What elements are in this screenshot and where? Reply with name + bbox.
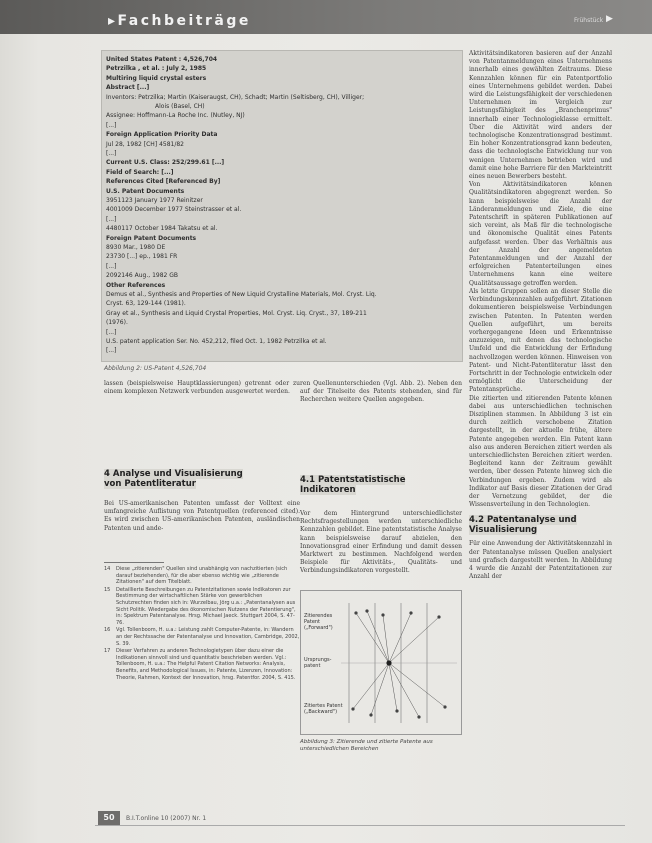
footnote-text: Diese „zitierenden" Quellen sind unabhängig von nachzitierten (sich darauf beziehenden), für die aber ebenso wichtig wie „zitierende Zitationen" auf dem Titelblatt. <box>116 566 288 586</box>
col1-heading-line2: von Patentliteratur <box>104 479 196 489</box>
patent-caption: Abbildung 2: US-Patent 4,526,704 <box>104 365 207 372</box>
col2-heading <box>300 475 405 495</box>
patent-line: 2092146 Aug., 1982 GB <box>106 272 179 280</box>
figure-label-backward: Zitiertes Patent („Backward") <box>304 703 343 715</box>
col1-heading-line1: 4 Analyse und Visualisierung <box>104 469 243 479</box>
footnote-number: 17 <box>104 648 111 655</box>
col3-paragraph-2: Von Aktivitätsindikatoren können Qualitätsindikatoren abgegrenzt werden. So kann beispielsweise die Anzahl der Länderanmeldungen und Ziele, die eine Patentschrift in späteren Publikationen auf sich vereint, als Maß für die technologische und ökonomische Qualität eines Patents aufgefasst werden. Über das Verhältnis aus der Anzahl der angemeldeten Patentanmeldungen und der Anzahl der erfolgreichen Patenterteilungen eines Unternehmens kann eine weitere Qualitätsaussage getroffen werden. <box>469 181 612 287</box>
col2-intro: ren Quellenunterschieden (Vgl. Abb. 2). Neben den auf der Titelseite des Patents stehenden, sind für Recherchen weitere Quellen angegeben. <box>300 380 462 404</box>
header-tag: Frühstück <box>574 17 604 24</box>
patent-line: 3951123 January 1977 Reinitzer <box>106 197 203 204</box>
patent-line: Petrzilka , et al. : July 2, 1985 <box>106 65 207 73</box>
patent-line: 4480117 October 1984 Takatsu et al. <box>106 225 218 233</box>
patent-line: Multiring liquid crystal esters <box>106 74 207 82</box>
footnote-rule <box>104 562 164 563</box>
figure-label-forward: Zitierendes Patent („Forward") <box>304 613 333 631</box>
patent-line: Gray et al., Synthesis and Liquid Crystal Properties, Mol. Cryst. Liq. Cryst., 37, 189-211 <box>106 309 367 317</box>
col3-heading-line2: Visualisierung <box>469 525 538 536</box>
patent-line: Current U.S. Class: 252/299.61 [...] <box>106 159 225 167</box>
footnote <box>104 627 300 647</box>
patent-line: 4001009 December 1977 Steinstrasser et al. <box>106 206 242 214</box>
col3-heading-line1: 4.2 Patentanalyse und <box>469 515 577 526</box>
col2-body: Vor dem Hintergrund unterschiedlichster Rechtsfragestellungen werden unterschiedliche Kennzahlen gebildet. Eine patentstatistische Analyse kann beispielsweise darauf abzielen, den Innovationsgrad einer Erfindung und damit dessen Marktwert zu bestimmen. Nachfolgend werden Beispiele für Aktivitäts-, Qualitäts- und Verbindungsindikatoren vorgestellt. <box>300 510 462 575</box>
col3-paragraph-4: Die zitierten und zitierenden Patente können dabei aus unterschiedlichen technischen Disziplinen stammen. In Abbildung 3 ist ein durch zeitlich verschobene Zitation dargestellt, in der aktuelle frühe, ältere Patente angegeben werden. Ein Patent kann also aus anderen Bereichen zitiert werden als unterschiedlichsten Bereichen zitiert werden. Begleitend kann der Zeitraum gewählt werden, über dessen Patente hinweg sich die Verbindungen ergeben. Zudem wird als Indikator auf Basis dieser Zitationen der Grad der Vernetzung gebildet, der die Wissensverteilung in den Technologien. <box>469 394 612 509</box>
patent-line: References Cited [Referenced By] <box>106 178 221 186</box>
citation-figure <box>300 590 462 735</box>
patent-line: Foreign Patent Documents <box>106 234 197 242</box>
patent-line: U.S. patent application Ser. No. 452,212, filed Oct. 1, 1982 Petrzilka et al. <box>106 338 327 345</box>
patent-line: Other References <box>106 281 166 289</box>
patent-line: [...] <box>106 121 117 129</box>
journal-footer: B.I.T.online 10 (2007) Nr. 1 <box>126 815 207 822</box>
patent-line: Inventors: Petrzilka; Martin (Kaiseraugst, CH), Schadt; Martin (Seltisberg, CH), Villiger; <box>106 93 365 101</box>
patent-line: Field of Search: [...] <box>106 168 174 176</box>
col3-paragraph-3: Als letzte Gruppen sollen an dieser Stelle die Verbindungskennzahlen aufgeführt. Zitationen dokumentieren beispielsweise Verbindungen zwischen Patenten. In Patenten werden Quellen aufgeführt, um bereits vorhergegangene Ideen und Erkenntnisse anzuzeigen, mit denen das technologische Umfeld und die Entwicklung der Erfindung nachvollzogen werden können. Hinweisen von Patent- und Nicht-Patentliteratur lässt den Fortschritt in der Technologie entwickeln oder ermöglicht die Unterscheidung der Patentansprüche. <box>469 287 612 394</box>
footer-rule <box>95 825 625 826</box>
patent-line: 23730 [...] ep., 1981 FR <box>106 253 178 261</box>
patent-line: (1976). <box>106 319 128 327</box>
patent-line: Abstract [...] <box>106 84 150 92</box>
col1-intro: lassen (beispielsweise Hauptklassierungen) getrennt oder zu einem komplexen Netzwerk verbunden ausgewertet werden. <box>104 380 300 396</box>
patent-line: Jul 28, 1982 [CH] 4581/82 <box>106 140 184 148</box>
footnotes <box>104 566 300 682</box>
col1-heading <box>104 469 243 489</box>
footnote <box>104 587 300 627</box>
right-column <box>469 50 612 581</box>
footnote <box>104 566 300 586</box>
footnote-number: 15 <box>104 586 111 593</box>
patent-line: Foreign Application Priority Data <box>106 131 218 139</box>
section-title: ▸Fachbeiträge <box>108 13 251 29</box>
patent-line: [...] <box>106 328 117 336</box>
patent-line: [...] <box>106 215 117 223</box>
patent-line: Alois (Basel, CH) <box>155 103 205 110</box>
patent-line: [...] <box>106 150 117 157</box>
patent-line: Cryst. 63, 129-144 (1981). <box>106 300 186 308</box>
figure-label-origin: Ursprungs-patent <box>304 657 332 669</box>
footnote-text: Detaillierte Beschreibungen zu Patentzitationen sowie Indikatoren zur Bestimmung der wirtschaftlichen Stärke von gewerblichen Schutzrechten finden sich in: Wurzelbau, Jörg u.a.: „Patentanalysen aus Sicht Politik. Wiedergabe des ökonomischen Nutzens der Patentierung", in: Spektrum Patentanalyse. Hrsg. Michael Jaeck. Stuttgart 2004, S. 47-76. <box>116 586 296 626</box>
patent-line: United States Patent : 4,526,704 <box>106 56 218 63</box>
col2-heading-line1: 4.1 Patentstatistische <box>300 475 406 485</box>
col1-body: Bei US-amerikanischen Patenten umfasst der Volltext eine umfangreiche Auflistung von Patentquellen (referenced cited). Es wird zwischen US-amerikanischen Patenten, ausländischen Patenten und ande- <box>104 500 300 532</box>
col3-paragraph-5: Für eine Anwendung der Aktivitätskennzahl in der Patentanalyse müssen Quellen analysiert und grafisch dargestellt werden. In Abbildung 4 wurde die Anzahl der Patentzitationen zur Anzahl der <box>469 540 612 581</box>
footnote-text: Vgl. Tollenboom, H. u.a.: Leistung zahlt Computer-Patente, in: Wandern an der Rechtssache der Patentanalyse und Innovation, Cambridge, 2002, S. 39. <box>116 627 300 647</box>
header-band <box>0 0 652 34</box>
footnote-number: 16 <box>104 627 111 634</box>
col3-paragraph-1: Aktivitätsindikatoren basieren auf der Anzahl von Patentanmeldungen eines Unternehmens innerhalb eines gewählten Zeitraums. Diese Kennzahlen können für ein Patentportfolio eines Unternehmens gebildet werden. Dabei wird die Leistungsfähigkeit der verschiedenen Unternehmen im Vergleich zur Leistungsfähigkeit des „Branchenprimus" innerhalb einer Technologieklasse ermittelt. Über die Aktivität wird anders der technologische Konzentrationsgrad bestimmt. Ein hoher Konzentrationsgrad kann bedeuten, dass die technologische Entwicklung nur von wenigen Unternehmen betrieben wird und damit eine hohe Barriere für den Markteintritt eines neuen Bewerbers besteht. <box>469 50 612 181</box>
patent-line: U.S. Patent Documents <box>106 187 185 195</box>
arrow-icon: ▶ <box>606 14 613 24</box>
figure-caption: Abbildung 3: Zitierende und zitierte Patente aus unterschiedlichen Bereichen <box>300 739 433 752</box>
page-number: 50 <box>98 811 120 825</box>
footnote <box>104 648 300 681</box>
col3-heading <box>469 515 612 535</box>
patent-line: Demus et al., Synthesis and Properties of New Liquid Crystalline Materials, Mol. Cryst. Liq. <box>106 291 377 298</box>
footnote-text: Dieser Verfahren zu anderen Technologietypen über dazu einer die Indikationen sinnvoll sind und quantitativ beschrieben werden. Vgl.: Tollenboom, H. u.a.: The Helpful Patent Citation Networks: Analysis, Benefits, and Methodological Issues, in: Patente, Lizenzen, Innovation: Theorie, Rahmen, Kontext der Innovation, hrsg. Patentfor. 2004, S. 415. <box>116 648 296 681</box>
patent-line: [...] <box>106 262 117 270</box>
col2-heading-line2: Indikatoren <box>300 485 356 495</box>
patent-line: Assignee: Hoffmann-La Roche Inc. (Nutley, NJ) <box>106 112 245 120</box>
patent-line: [...] <box>106 347 117 355</box>
patent-line: 8930 Mar., 1980 DE <box>106 244 166 251</box>
footnote-number: 14 <box>104 566 111 572</box>
